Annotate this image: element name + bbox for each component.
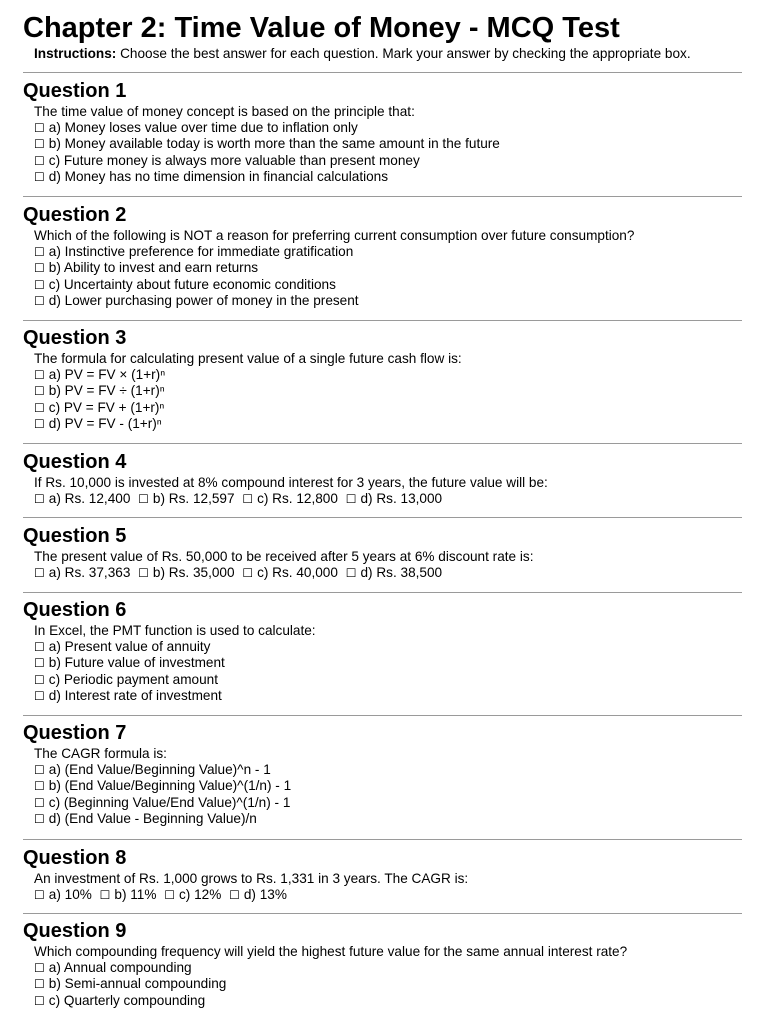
option-label: c) PV = FV + (1+r)ⁿ (48, 399, 165, 415)
option-label: b) PV = FV ÷ (1+r)ⁿ (48, 383, 165, 399)
divider (23, 443, 742, 444)
option-label: d) Rs. 13,000 (360, 491, 443, 506)
options-list (34, 244, 359, 310)
checkbox-icon[interactable]: ☐ (242, 566, 254, 580)
checkbox-icon[interactable]: ☐ (34, 689, 45, 704)
checkbox-icon[interactable]: ☐ (34, 977, 45, 992)
option-label: c) Uncertainty about future economic conditions (48, 276, 336, 292)
option-label: a) (End Value/Beginning Value)^n - 1 (48, 762, 271, 777)
option-item[interactable] (100, 887, 157, 902)
checkbox-icon[interactable]: ☐ (34, 640, 45, 654)
checkbox-icon[interactable]: ☐ (34, 672, 45, 687)
option-item[interactable] (138, 565, 234, 580)
checkbox-icon[interactable]: ☐ (34, 492, 45, 506)
checkbox-icon[interactable]: ☐ (164, 888, 175, 902)
option-item[interactable] (34, 762, 291, 778)
options-inline (34, 491, 446, 507)
checkbox-icon[interactable]: ☐ (34, 137, 45, 152)
option-label: c) (Beginning Value/End Value)^(1/n) - 1 (48, 794, 291, 810)
option-label: d) Money has no time dimension in financial calculations (48, 169, 389, 185)
option-label: d) Lower purchasing power of money in the present (48, 293, 359, 309)
question-heading: Question 2 (23, 204, 127, 226)
divider (23, 913, 742, 914)
options-list (34, 120, 500, 186)
option-item[interactable] (164, 887, 221, 902)
checkbox-icon[interactable]: ☐ (34, 993, 45, 1008)
option-item[interactable] (34, 260, 359, 276)
option-label: c) Future money is always more valuable than present money (48, 152, 420, 168)
question-text: The formula for calculating present value of a single future cash flow is: (34, 351, 462, 366)
question-heading: Question 5 (23, 525, 127, 547)
option-item[interactable] (34, 688, 225, 704)
option-label: c) 12% (179, 887, 222, 902)
option-label: b) (End Value/Beginning Value)^(1/n) - 1 (48, 778, 292, 794)
option-label: b) 11% (114, 887, 157, 902)
checkbox-icon[interactable]: ☐ (34, 261, 45, 276)
divider (23, 839, 742, 840)
checkbox-icon[interactable]: ☐ (34, 294, 45, 309)
divider (23, 196, 742, 197)
checkbox-icon[interactable]: ☐ (34, 812, 45, 827)
divider (23, 320, 742, 321)
option-item[interactable] (34, 120, 500, 136)
option-item[interactable] (34, 672, 225, 688)
divider (23, 592, 742, 593)
option-label: b) Semi-annual compounding (48, 976, 227, 992)
option-label: d) Rs. 38,500 (360, 565, 443, 580)
option-item[interactable] (34, 887, 92, 902)
option-label: a) Present value of annuity (48, 639, 211, 654)
option-label: a) 10% (48, 887, 92, 902)
option-item[interactable] (34, 993, 226, 1009)
divider (23, 517, 742, 518)
option-label: a) Annual compounding (48, 960, 192, 975)
checkbox-icon[interactable]: ☐ (34, 400, 45, 415)
checkbox-icon[interactable]: ☐ (34, 277, 45, 292)
option-item[interactable] (34, 367, 165, 383)
option-label: d) 13% (243, 887, 287, 902)
option-item[interactable] (34, 565, 130, 580)
question-text: If Rs. 10,000 is invested at 8% compound interest for 3 years, the future value will be: (34, 475, 548, 490)
option-item[interactable] (34, 277, 359, 293)
option-item[interactable] (34, 655, 225, 671)
question-text: In Excel, the PMT function is used to calculate: (34, 623, 316, 638)
instructions-label: Instructions: (34, 46, 117, 61)
checkbox-icon[interactable]: ☐ (34, 961, 45, 975)
option-label: a) PV = FV × (1+r)ⁿ (48, 367, 166, 382)
checkbox-icon[interactable]: ☐ (34, 384, 45, 399)
option-item[interactable] (34, 293, 359, 309)
checkbox-icon[interactable]: ☐ (34, 888, 45, 902)
checkbox-icon[interactable]: ☐ (138, 566, 149, 580)
option-item[interactable] (34, 416, 165, 432)
instructions (34, 46, 691, 62)
option-item[interactable] (34, 400, 165, 416)
option-item[interactable] (242, 491, 338, 506)
page-title: Chapter 2: Time Value of Money - MCQ Test (23, 12, 620, 44)
option-item[interactable] (34, 136, 500, 152)
checkbox-icon[interactable]: ☐ (138, 492, 149, 506)
option-label: d) PV = FV - (1+r)ⁿ (48, 416, 162, 432)
option-label: b) Money available today is worth more than the same amount in the future (48, 136, 500, 152)
checkbox-icon[interactable]: ☐ (34, 121, 45, 135)
divider (23, 72, 742, 73)
question-heading: Question 1 (23, 80, 127, 102)
option-item[interactable] (34, 244, 359, 260)
option-item[interactable] (34, 491, 130, 506)
option-label: a) Instinctive preference for immediate gratification (48, 244, 354, 259)
option-item[interactable] (34, 639, 225, 655)
checkbox-icon[interactable]: ☐ (34, 417, 45, 432)
options-list (34, 367, 165, 433)
question-text: Which compounding frequency will yield the highest future value for the same annual interest rate? (34, 944, 628, 959)
option-label: c) Rs. 12,800 (257, 491, 338, 506)
option-item[interactable] (34, 795, 291, 811)
checkbox-icon[interactable]: ☐ (34, 368, 45, 382)
question-heading: Question 3 (23, 327, 127, 349)
option-label: d) (End Value - Beginning Value)/n (48, 811, 257, 827)
question-text: Which of the following is NOT a reason for preferring current consumption over future consumption? (34, 228, 635, 243)
options-list (34, 639, 225, 705)
instructions-text: Choose the best answer for each question. Mark your answer by checking the appropriate box. (120, 46, 691, 61)
option-item[interactable] (34, 976, 226, 992)
option-item[interactable] (34, 153, 500, 169)
option-item[interactable] (34, 169, 500, 185)
checkbox-icon[interactable]: ☐ (34, 763, 45, 777)
question-heading: Question 8 (23, 847, 127, 869)
option-label: c) Rs. 40,000 (257, 565, 338, 580)
option-label: b) Future value of investment (48, 655, 225, 671)
question-text: The CAGR formula is: (34, 746, 167, 761)
options-inline (34, 887, 291, 903)
option-item[interactable] (242, 565, 338, 580)
options-inline (34, 565, 446, 581)
option-label: c) Periodic payment amount (48, 671, 219, 687)
checkbox-icon[interactable]: ☐ (34, 656, 45, 671)
checkbox-icon[interactable]: ☐ (345, 566, 357, 580)
option-item[interactable] (34, 383, 165, 399)
question-heading: Question 9 (23, 920, 127, 942)
checkbox-icon[interactable]: ☐ (345, 492, 357, 506)
option-label: b) Rs. 12,597 (152, 491, 235, 506)
divider (23, 715, 742, 716)
checkbox-icon[interactable]: ☐ (242, 492, 254, 506)
checkbox-icon[interactable]: ☐ (34, 170, 45, 185)
question-text: The time value of money concept is based on the principle that: (34, 104, 415, 119)
option-item[interactable] (138, 491, 234, 506)
checkbox-icon[interactable]: ☐ (34, 245, 45, 259)
checkbox-icon[interactable]: ☐ (34, 153, 45, 168)
checkbox-icon[interactable]: ☐ (34, 779, 45, 794)
question-heading: Question 7 (23, 722, 127, 744)
options-list (34, 762, 291, 828)
option-item[interactable] (229, 887, 287, 902)
option-label: a) Rs. 37,363 (48, 565, 131, 580)
option-item[interactable] (346, 565, 442, 580)
checkbox-icon[interactable]: ☐ (229, 888, 240, 902)
checkbox-icon[interactable]: ☐ (99, 888, 111, 902)
question-text: The present value of Rs. 50,000 to be received after 5 years at 6% discount rate is: (34, 549, 534, 564)
option-item[interactable] (346, 491, 442, 506)
option-label: b) Rs. 35,000 (152, 565, 235, 580)
checkbox-icon[interactable]: ☐ (34, 795, 45, 810)
option-item[interactable] (34, 811, 291, 827)
question-heading: Question 6 (23, 599, 127, 621)
option-item[interactable] (34, 778, 291, 794)
question-text: An investment of Rs. 1,000 grows to Rs. 1,331 in 3 years. The CAGR is: (34, 871, 469, 886)
question-heading: Question 4 (23, 451, 127, 473)
checkbox-icon[interactable]: ☐ (34, 566, 45, 580)
option-label: a) Money loses value over time due to inflation only (48, 120, 358, 135)
option-label: c) Quarterly compounding (48, 992, 206, 1008)
option-item[interactable] (34, 960, 226, 976)
option-label: a) Rs. 12,400 (48, 491, 131, 506)
option-label: b) Ability to invest and earn returns (48, 260, 259, 276)
option-label: d) Interest rate of investment (48, 688, 222, 704)
options-list (34, 960, 226, 1009)
